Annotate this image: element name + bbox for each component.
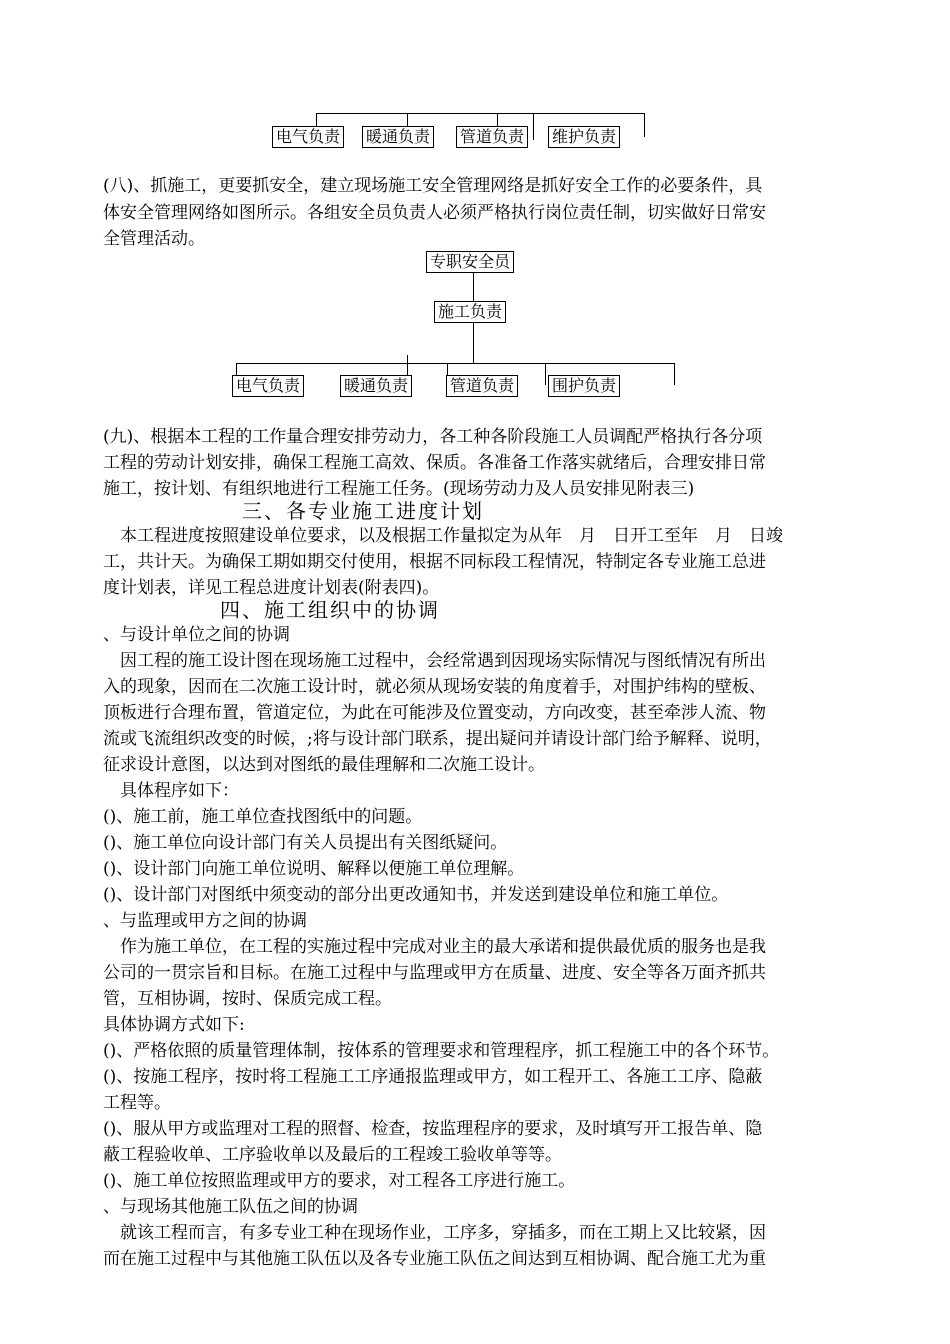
chart2-connector xyxy=(473,273,474,301)
text-line: 公司的一贯宗旨和目标。在施工过程中与监理或甲方在质量、进度、安全等各万面齐抓共 xyxy=(103,963,766,983)
chart1-bus-line xyxy=(316,113,644,114)
text-line: 因工程的施工设计图在现场施工过程中，会经常遇到因现场实际情况与图纸情况有所出 xyxy=(103,651,766,671)
chart2-drop-line xyxy=(674,363,675,385)
text-line: 体安全管理网络如图所示。各组安全员负责人必须严格执行岗位责任制，切实做好日常安 xyxy=(103,203,766,223)
section-heading: 四、施工组织中的协调 xyxy=(220,598,440,622)
chart1-box-hvac: 暖通负责 xyxy=(362,126,434,148)
chart2-box-hvac: 暖通负责 xyxy=(340,375,412,397)
chart2-drop-line xyxy=(545,363,546,385)
text-line: 本工程进度按照建设单位要求，以及根据工作量拟定为从年 月 日开工至年 月 日竣 xyxy=(103,526,783,546)
chart2-connector xyxy=(473,323,474,363)
chart1-box-electrical: 电气负责 xyxy=(272,126,344,148)
list-item: ()、设计部门对图纸中须变动的部分出更改通知书，并发送到建设单位和施工单位。 xyxy=(103,885,729,905)
chart2-box-piping: 管道负责 xyxy=(446,375,518,397)
chart1-drop-line xyxy=(644,113,645,137)
text-line: 蔽工程验收单、工序验收单以及最后的工程竣工验收单等等。 xyxy=(103,1145,562,1165)
chart2-box-electrical: 电气负责 xyxy=(232,375,304,397)
text-line: 顶板进行合理布置，管道定位，为此在可能涉及位置变动，方向改变，甚至牵涉人流、物 xyxy=(103,703,766,723)
list-item: ()、服从甲方或监理对工程的照督、检查，按监理程序的要求，及时填写开工报告单、隐 xyxy=(103,1119,763,1139)
subsection-title: 、与现场其他施工队伍之间的协调 xyxy=(103,1197,358,1217)
chart2-box-enclosure: 围护负责 xyxy=(548,375,620,397)
chart2-drop-line xyxy=(447,363,448,375)
list-item: ()、施工前，施工单位查找图纸中的问题。 xyxy=(103,807,423,827)
text-line: 工程等。 xyxy=(103,1093,171,1113)
text-line: 入的现象，因而在二次施工设计时，就必须从现场安装的角度着手，对围护纬构的壁板、 xyxy=(103,677,766,697)
list-item: ()、按施工程序，按时将工程施工工序通报监理或甲方，如工程开工、各施工工序、隐蔽 xyxy=(103,1067,763,1087)
subsection-title: 、与监理或甲方之间的协调 xyxy=(103,911,307,931)
text-line: 工程的劳动计划安排，确保工程施工高效、保质。各准备工作落实就绪后，合理安排日常 xyxy=(103,453,766,473)
text-line: 具体程序如下： xyxy=(103,781,239,801)
text-line: 征求设计意图，以达到对图纸的最佳理解和二次施工设计。 xyxy=(103,755,545,775)
section-heading: 三、各专业施工进度计划 xyxy=(242,499,484,523)
text-line: 工，共计天。为确保工期如期交付使用，根据不同标段工程情况，特制定各专业施工总进 xyxy=(103,552,766,572)
text-line: 度计划表，详见工程总进度计划表(附表四)。 xyxy=(103,578,440,598)
chart2-drop-line xyxy=(236,363,237,375)
text-line: (八)、抓施工，更要抓安全，建立现场施工安全管理网络是抓好安全工作的必要条件，具 xyxy=(103,176,763,196)
text-line: 而在施工过程中与其他施工队伍以及各专业施工队伍之间达到互相协调、配合施工尤为重 xyxy=(103,1249,766,1269)
chart2-box-safety-officer: 专职安全员 xyxy=(426,251,514,273)
text-line: (九)、根据本工程的工作量合理安排劳动力，各工种各阶段施工人员调配严格执行各分项 xyxy=(103,427,763,447)
list-item: ()、施工单位向设计部门有关人员提出有关图纸疑问。 xyxy=(103,833,508,853)
chart2-bus-line xyxy=(236,363,674,364)
chart1-drop-line xyxy=(533,113,534,140)
text-line: 作为施工单位，在工程的实施过程中完成对业主的最大承诺和提供最优质的服务也是我 xyxy=(103,937,766,957)
subsection-title: 、与设计单位之间的协调 xyxy=(103,625,290,645)
text-line: 管，互相协调，按时、保质完成工程。 xyxy=(103,989,392,1009)
text-line: 全管理活动。 xyxy=(103,229,205,249)
list-item: ()、施工单位按照监理或甲方的要求，对工程各工序进行施工。 xyxy=(103,1171,576,1191)
chart1-box-piping: 管道负责 xyxy=(456,126,528,148)
text-line: 就该工程而言，有多专业工种在现场作业，工序多，穿插多，而在工期上又比较紧，因 xyxy=(103,1223,766,1243)
chart2-box-construction-lead: 施工负责 xyxy=(434,301,506,323)
text-line: 施工，按计划、有组织地进行工程施工任务。(现场劳动力及人员安排见附表三) xyxy=(103,479,695,499)
text-line: 具体协调方式如下: xyxy=(103,1015,245,1035)
chart1-box-maintenance: 维护负责 xyxy=(548,126,620,148)
list-item: ()、严格依照的质量管理体制，按体系的管理要求和管理程序，抓工程施工中的各个环节。 xyxy=(103,1041,780,1061)
list-item: ()、设计部门向施工单位说明、解释以便施工单位理解。 xyxy=(103,859,525,879)
text-line: 流或飞流组织改变的时候，;将与设计部门联系，提出疑问并请设计部门给予解释、说明， xyxy=(103,729,772,749)
